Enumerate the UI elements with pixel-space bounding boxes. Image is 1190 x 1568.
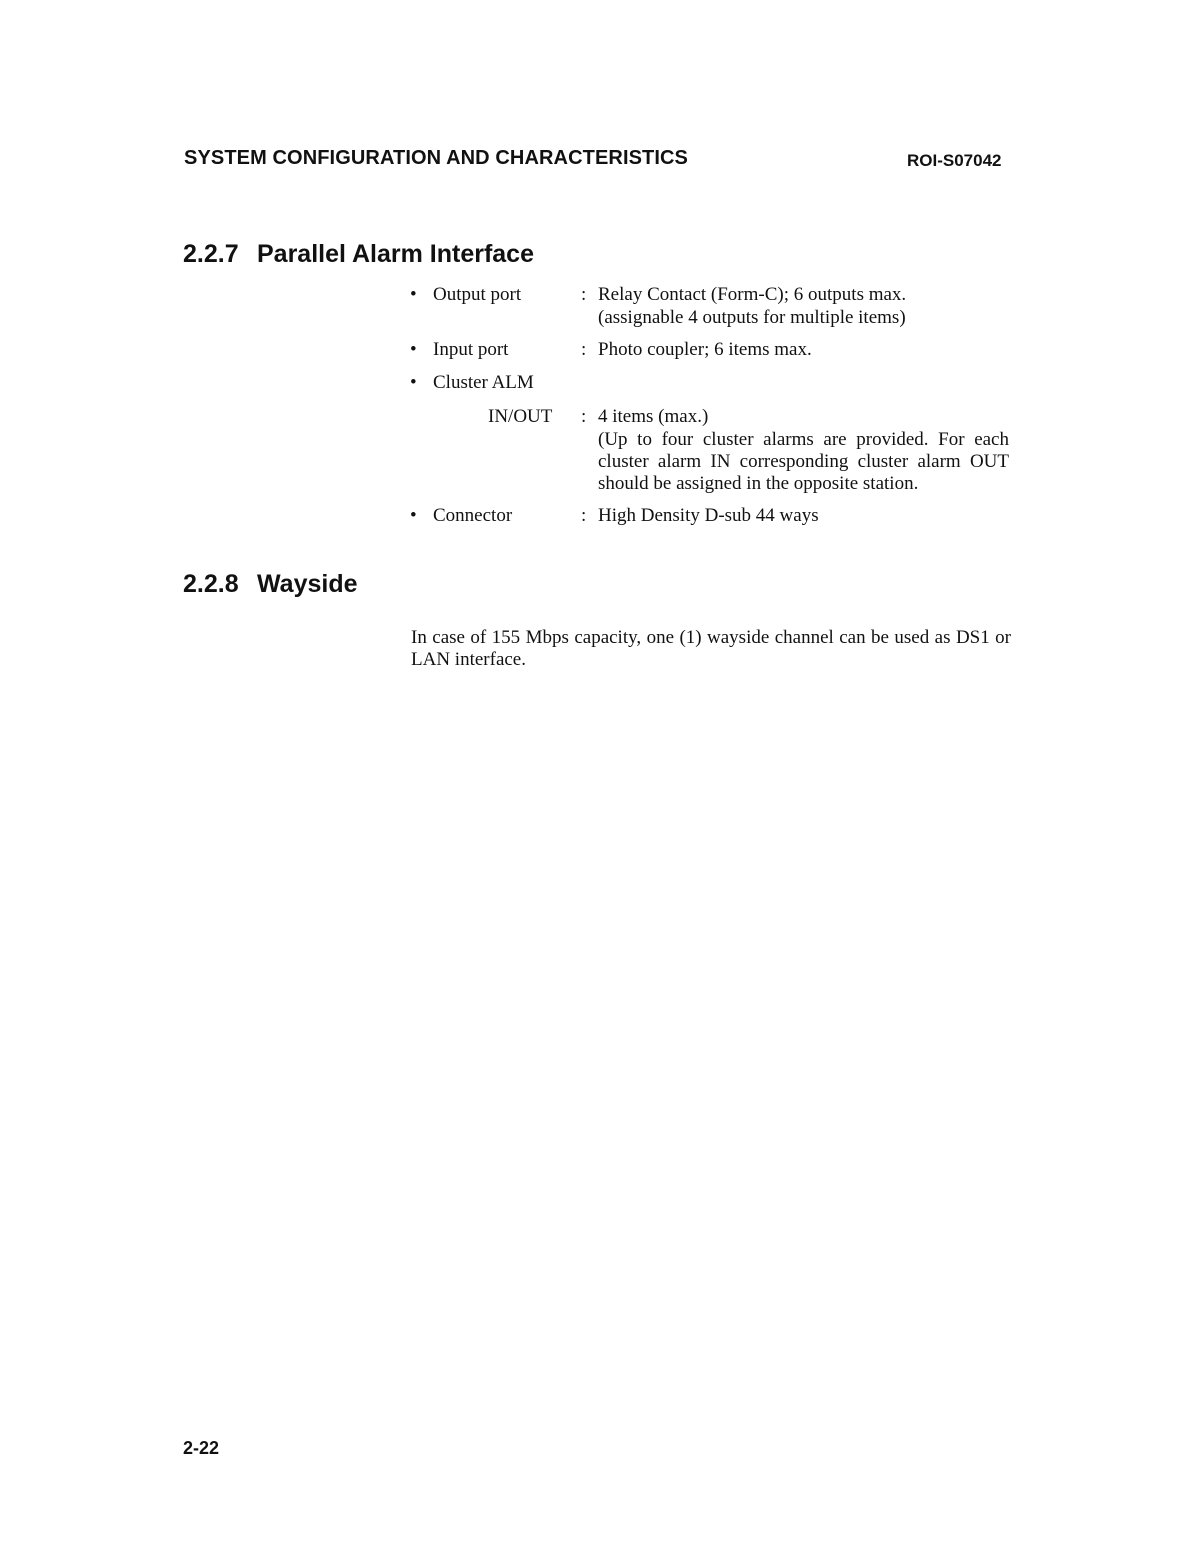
section-number: 2.2.7 xyxy=(183,240,239,268)
colon-separator: : xyxy=(581,406,587,427)
section-number: 2.2.8 xyxy=(183,570,239,598)
section-title: Parallel Alarm Interface xyxy=(257,240,534,268)
spec-note-cluster-alm: (Up to four cluster alarms are provided. For each cluster alarm IN corresponding cluster alarm OUT should be assigned in the opposite station. xyxy=(598,429,1009,494)
spec-sublabel-in-out: IN/OUT xyxy=(488,406,553,427)
spec-label-cluster-alm: Cluster ALM xyxy=(433,372,534,393)
spec-label-input-port: Input port xyxy=(433,339,509,360)
running-header-title: SYSTEM CONFIGURATION AND CHARACTERISTICS xyxy=(184,147,688,169)
wayside-paragraph: In case of 155 Mbps capacity, one (1) wayside channel can be used as DS1 or LAN interface. xyxy=(411,627,1011,670)
page-number: 2-22 xyxy=(183,1438,220,1458)
colon-separator: : xyxy=(581,505,587,526)
colon-separator: : xyxy=(581,339,587,360)
bullet: • xyxy=(410,339,417,360)
section-title: Wayside xyxy=(257,570,358,598)
bullet: • xyxy=(410,284,417,305)
document-id: ROI-S07042 xyxy=(907,151,1002,170)
spec-value-cluster-alm: 4 items (max.) xyxy=(598,406,709,427)
spec-value-input-port: Photo coupler; 6 items max. xyxy=(598,339,812,360)
spec-label-connector: Connector xyxy=(433,505,513,526)
section-heading-2-2-7 xyxy=(183,240,534,269)
colon-separator: : xyxy=(581,284,587,305)
section-heading-2-2-8 xyxy=(183,570,358,599)
spec-value-output-port-line2: (assignable 4 outputs for multiple items) xyxy=(598,307,906,328)
bullet: • xyxy=(410,505,417,526)
spec-value-connector: High Density D-sub 44 ways xyxy=(598,505,819,526)
spec-label-output-port: Output port xyxy=(433,284,522,305)
bullet: • xyxy=(410,372,417,393)
spec-value-output-port-line1: Relay Contact (Form-C); 6 outputs max. xyxy=(598,284,907,305)
